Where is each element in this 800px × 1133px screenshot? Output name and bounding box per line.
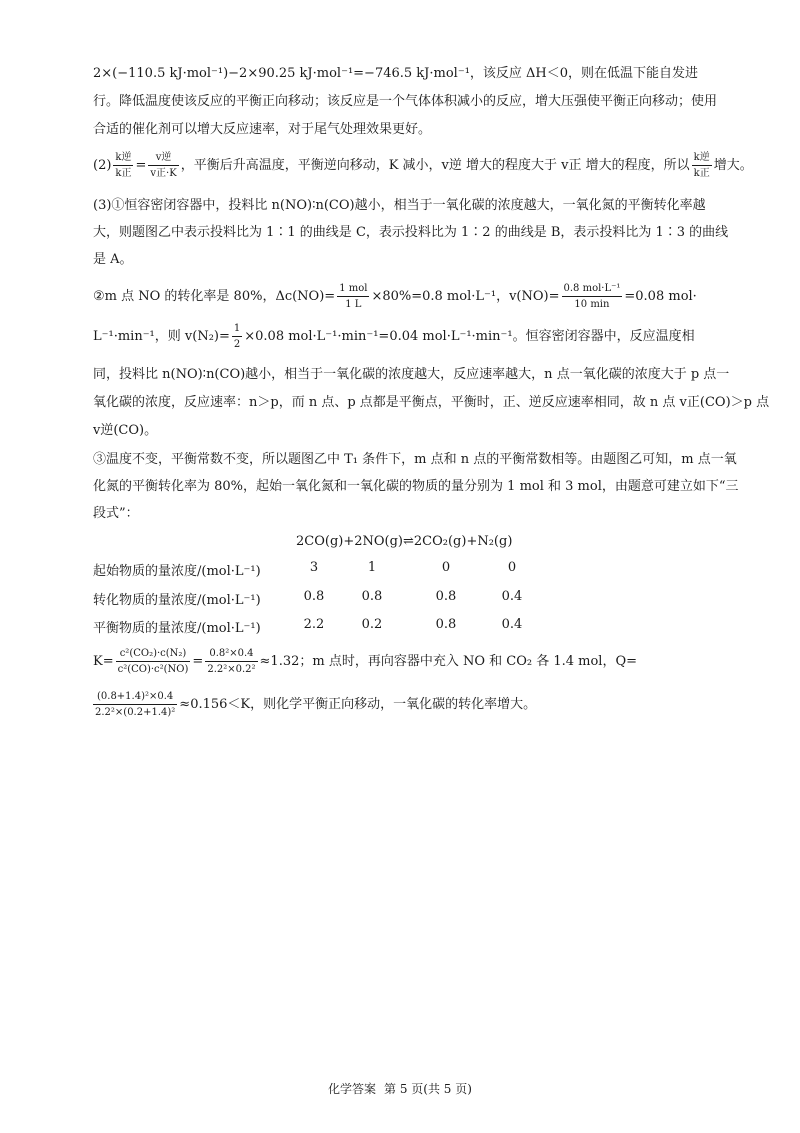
table-row-label: 转化物质的量浓度/(mol·L⁻¹) xyxy=(93,593,261,608)
frac-den: c²(CO)·c²(NO) xyxy=(117,664,189,675)
table-cell: 3 xyxy=(309,560,319,575)
para1-line2: 行。降低温度使该反应的平衡正向移动；该反应是一个气体体积减小的反应，增大压强使平衡正向移动；使用 xyxy=(93,94,718,109)
frac-den: k正 xyxy=(115,168,132,179)
para5-line1: ③温度不变，平衡常数不变，所以题图乙中 T₁ 条件下，m 点和 n 点的平衡常数相等。由题图乙可知，m 点一氧 xyxy=(93,452,737,467)
frac-half xyxy=(232,321,242,352)
para4-l2-text-a: L⁻¹·min⁻¹，则 v(N₂)= xyxy=(93,329,230,344)
page-footer xyxy=(0,1080,800,1097)
frac-num: k逆 xyxy=(692,150,712,166)
frac-num: v逆 xyxy=(148,150,178,166)
reaction-equation: 2CO(g)+2NO(g)⇌2CO₂(g)+N₂(g) xyxy=(296,534,513,549)
footer-page-number: 第 5 页(共 5 页) xyxy=(384,1082,472,1096)
frac-k-ratio-2 xyxy=(692,150,712,181)
frac-den: 10 min xyxy=(574,299,610,310)
frac-num: k逆 xyxy=(113,150,133,166)
frac-k-values xyxy=(205,646,257,677)
frac-num: (0.8+1.4)²×0.4 xyxy=(93,689,177,705)
frac-v-ratio xyxy=(148,150,178,181)
frac-den: 2.2²×0.2² xyxy=(207,664,256,675)
para5-line3: 段式”： xyxy=(93,506,139,521)
table-cell: 1 xyxy=(367,560,377,575)
frac-delta-c xyxy=(337,281,369,312)
equals: = xyxy=(192,654,204,669)
table-cell: 0.4 xyxy=(501,589,523,604)
para4-text-a: ②m 点 NO 的转化率是 80%，Δc(NO)= xyxy=(93,289,336,304)
para2-text: ，平衡后升高温度，平衡逆向移动，K 减小，v逆 增大的程度大于 v正 增大的程度，所以 xyxy=(180,158,690,173)
q-rest-text: ≈0.156＜K，则化学平衡正向移动，一氧化碳的转化率增大。 xyxy=(179,697,537,712)
para2-line xyxy=(93,150,753,182)
frac-den: 1 L xyxy=(345,299,362,310)
table-cell: 0 xyxy=(441,560,451,575)
para1-line3: 合适的催化剂可以增大反应速率，对于尾气处理效果更好。 xyxy=(93,122,432,137)
table-row-label: 起始物质的量浓度/(mol·L⁻¹) xyxy=(93,564,261,579)
para4-text-b: ×80%=0.8 mol·L⁻¹，v(NO)= xyxy=(371,289,560,304)
frac-k-ratio xyxy=(113,150,133,181)
frac-den: 2.2²×(0.2+1.4)² xyxy=(95,707,176,718)
para1-line1: 2×(−110.5 kJ·mol⁻¹)−2×90.25 kJ·mol⁻¹=−746.5 kJ·mol⁻¹，该反应 ΔH＜0，则在低温下能自发进 xyxy=(93,66,699,81)
frac-num: 1 xyxy=(232,321,242,337)
para5-line2: 化氮的平衡转化率为 80%，起始一氧化氮和一氧化碳的物质的量分别为 1 mol 和 3 mol，由题意可建立如下“三 xyxy=(93,479,739,494)
table-row-label: 平衡物质的量浓度/(mol·L⁻¹) xyxy=(93,621,261,636)
k-prefix: K= xyxy=(93,654,114,669)
table-cell: 0.8 xyxy=(435,589,457,604)
para4-line4: 氧化碳的浓度，反应速率：n＞p，而 n 点、p 点都是平衡点，平衡时，正、逆反应速率相同，故 n 点 v正(CO)＞p 点 xyxy=(93,395,770,410)
table-cell: 0.8 xyxy=(303,589,325,604)
frac-num: 0.8 mol·L⁻¹ xyxy=(562,281,623,297)
q-calc-line xyxy=(91,688,536,722)
k-rest-text: ≈1.32；m 点时，再向容器中充入 NO 和 CO₂ 各 1.4 mol，Q= xyxy=(259,654,638,669)
para4-line1 xyxy=(93,280,697,314)
frac-num: 1 mol xyxy=(337,281,369,297)
frac-num: c²(CO₂)·c(N₂) xyxy=(116,646,191,662)
frac-q-values xyxy=(93,689,177,720)
table-cell: 2.2 xyxy=(303,617,325,632)
para4-text-c: =0.08 mol· xyxy=(624,289,697,304)
k-calc-line xyxy=(93,645,637,679)
frac-k-expression xyxy=(116,646,191,677)
table-cell: 0.8 xyxy=(361,589,383,604)
table-cell: 0.2 xyxy=(361,617,383,632)
frac-den: 2 xyxy=(233,339,241,350)
table-cell: 0.8 xyxy=(435,617,457,632)
frac-rate xyxy=(562,281,623,312)
equals: = xyxy=(135,158,147,173)
para3-line3: 是 A。 xyxy=(93,252,133,267)
para3-line1: (3)①恒容密闭容器中，投料比 n(NO)∶n(CO)越小，相当于一氧化碳的浓度越大，一氧化氮的平衡转化率越 xyxy=(93,198,706,213)
para3-line2: 大，则题图乙中表示投料比为 1∶1 的曲线是 C，表示投料比为 1∶2 的曲线是 B，表示投料比为 1∶3 的曲线 xyxy=(93,225,729,240)
table-cell: 0.4 xyxy=(501,617,523,632)
para4-line5: v逆(CO)。 xyxy=(93,423,158,438)
frac-num: 0.8²×0.4 xyxy=(205,646,257,662)
para4-l2-text-b: ×0.08 mol·L⁻¹·min⁻¹=0.04 mol·L⁻¹·min⁻¹。恒容密闭容器中，反应温度相 xyxy=(244,329,695,344)
para2-end: 增大。 xyxy=(713,158,753,173)
table-cell: 0 xyxy=(507,560,517,575)
para2-prefix: (2) xyxy=(93,158,112,173)
footer-subject: 化学答案 xyxy=(328,1082,377,1096)
para4-line3: 同，投料比 n(NO)∶n(CO)越小，相当于一氧化碳的浓度越大，反应速率越大，n 点一氧化碳的浓度大于 p 点一 xyxy=(93,367,730,382)
frac-den: v正·K xyxy=(150,168,177,179)
frac-den: k正 xyxy=(693,168,710,179)
para4-line2 xyxy=(93,320,695,354)
